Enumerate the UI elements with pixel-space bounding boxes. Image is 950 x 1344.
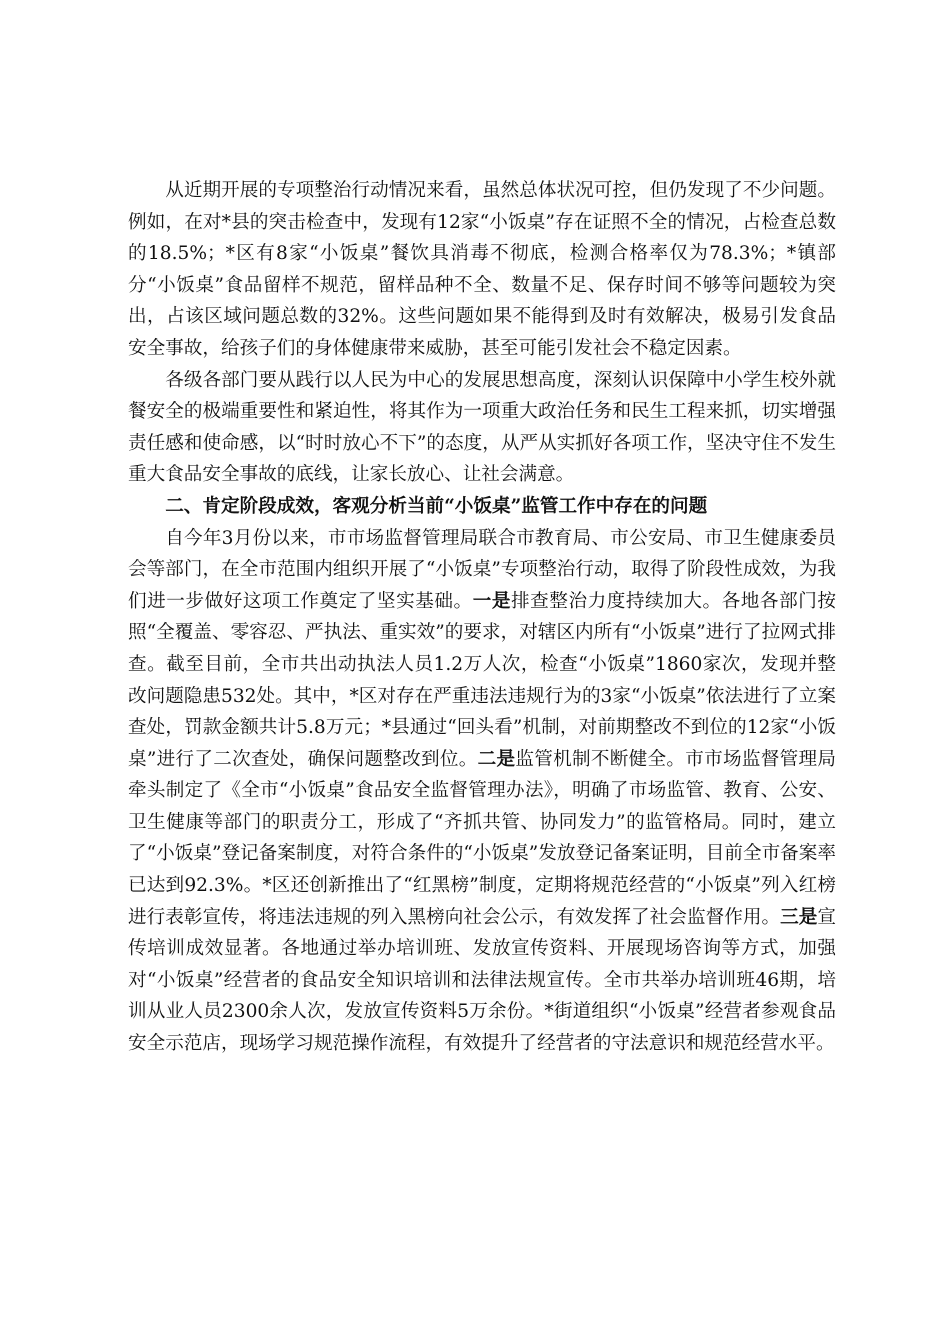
achievement-second: 监管机制不断健全。市市场监督管理局牵头制定了《全市“小饭桌”食品安全监督管理办法》，明确了市场监管、教育、公安、卫生健康等部门的职责分工，形成了“齐抓共管、协同发力”的监管格局。同时，建立了“小饭桌”登记备案制度，对符合条件的“小饭桌”发放登记备案证明，目前全市备案率已达到92.3%。*区还创新推出了“红黑榜”制度，定期将规范经营的“小饭桌”列入红榜进行表彰宣传，将违法违规的列入黑榜向社会公示，有效发挥了社会监督作用。 [128,748,836,928]
lead-third: 三是 [780,906,818,928]
section-heading: 二、肯定阶段成效，客观分析当前“小饭桌”监管工作中存在的问题 [165,495,708,517]
achievement-first: 排查整治力度持续加大。各地各部门按照“全覆盖、零容忍、严执法、重实效”的要求，对辖区内所有“小饭桌”进行了拉网式排查。截至目前，全市共出动执法人员1.2万人次，检查“小饭桌”1860家次，发现并整改问题隐患532处。其中，*区对存在严重违法违规行为的3家“小饭桌”依法进行了立案查处，罚款金额共计5.8万元；*县通过“回头看”机制，对前期整改不到位的12家“小饭桌”进行了二次查处，确保问题整改到位。 [128,590,836,770]
achievements-intro: 自今年3月份以来，市市场监督管理局联合市教育局、市公安局、市卫生健康委员会等部门，在全市范围内组织开展了“小饭桌”专项整治行动，取得了阶段性成效，为我们进一步做好这项工作奠定了坚实基础。 [128,527,836,612]
achievement-third: 宣传培训成效显著。各地通过举办培训班、发放宣传资料、开展现场咨询等方式，加强对“小饭桌”经营者的食品安全知识培训和法律法规宣传。全市共举办培训班46期，培训从业人员2300余人次，发放宣传资料5万余份。*街道组织“小饭桌”经营者参观食品安全示范店，现场学习规范操作流程，有效提升了经营者的守法意识和规范经营水平。 [128,906,836,1055]
paragraph-achievements [128,523,836,1060]
paragraph-problems: 从近期开展的专项整治行动情况来看，虽然总体状况可控，但仍发现了不少问题。例如，在对*县的突击检查中，发现有12家“小饭桌”存在证照不全的情况，占检查总数的18.5%；*区有8家“小饭桌”餐饮具消毒不彻底，检测合格率仅为78.3%；*镇部分“小饭桌”食品留样不规范，留样品种不全、数量不足、保存时间不够等问题较为突出，占该区域问题总数的32%。这些问题如果不能得到及时有效解决，极易引发食品安全事故，给孩子们的身体健康带来威胁，甚至可能引发社会不稳定因素。 [128,180,836,359]
document-page [128,175,836,1060]
paragraph-responsibility: 各级各部门要从践行以人民为中心的发展思想高度，深刻认识保障中小学生校外就餐安全的极端重要性和紧迫性，将其作为一项重大政治任务和民生工程来抓，切实增强责任感和使命感，以“时时放心不下”的态度，从严从实抓好各项工作，坚决守住不发生重大食品安全事故的底线，让家长放心、让社会满意。 [128,369,836,486]
lead-first: 一是 [472,590,511,612]
lead-second: 二是 [477,748,516,770]
